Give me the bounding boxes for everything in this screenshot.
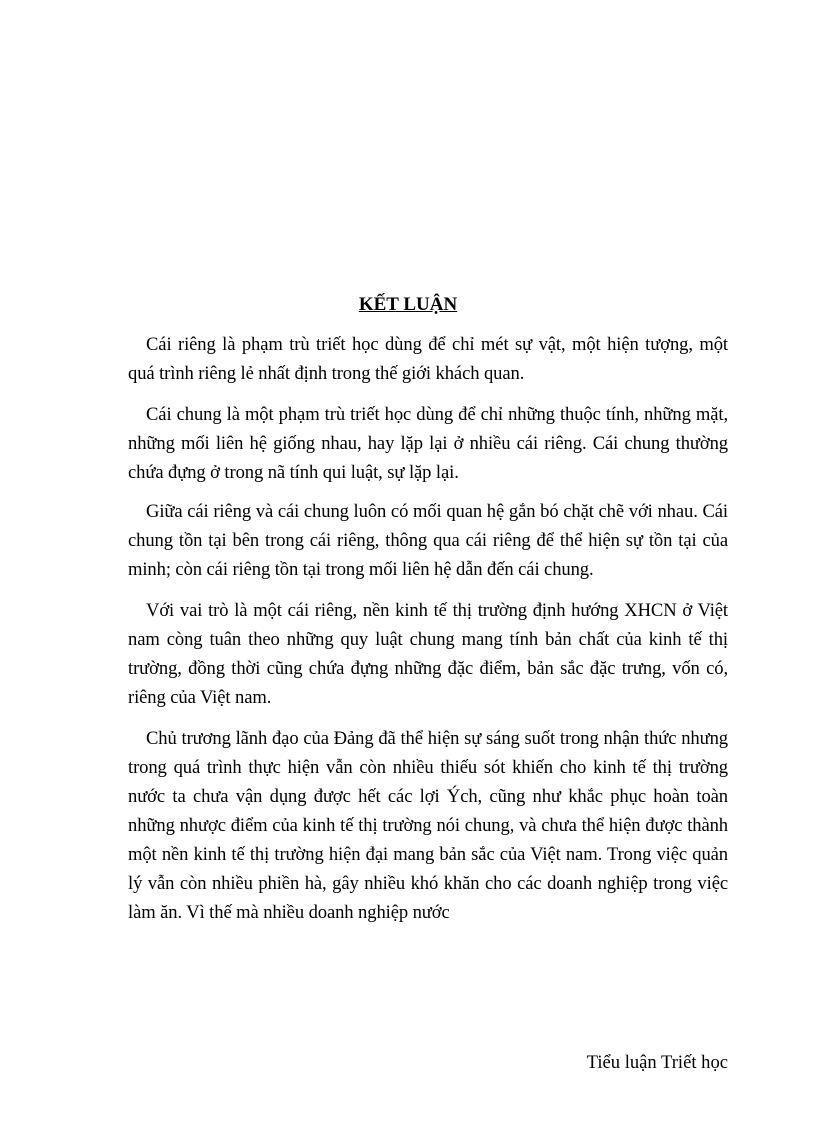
- paragraph-2: Cái chung là một phạm trù triết học dùng để chỉ những thuộc tính, những mặt, những mối liên hệ giống nhau, hay lặp lại ở nhiều cái riêng. Cái chung thường chứa đựng ở trong nã tính qui luật, sự lặp lại.: [128, 404, 728, 483]
- body-text: [128, 330, 728, 937]
- paragraph-4: Với vai trò là một cái riêng, nền kinh tế thị trường định hướng XHCN ở Việt nam còng tuân theo những quy luật chung mang tính bản chất của kinh tế thị trường, đồng thời cũng chứa đựng những đặc điểm, bản sắc đặc trưng, vốn có, riêng của Việt nam.: [128, 600, 728, 708]
- page-title: KẾT LUẬN: [358, 294, 458, 315]
- paragraph-5: Chủ trương lãnh đạo của Đảng đã thể hiện sự sáng suốt trong nhận thức nhưng trong quá trình thực hiện vẫn còn nhiều thiếu sót khiến cho kinh tế thị trường nước ta chưa vận dụng được hết các lợi Ých, cũng như khắc phục hoàn toàn những nhược điểm của kinh tế thị trường nói chung, và chưa thể hiện được thành một nền kinh tế thị trường hiện đại mang bản sắc của Việt nam. Trong việc quản lý vẫn còn nhiều phiền hà, gây nhiều khó khăn cho các doanh nghiệp trong việc làm ăn. Vì thế mà nhiều doanh nghiệp nước: [128, 728, 728, 923]
- paragraph-3: Giữa cái riêng và cái chung luôn có mối quan hệ gắn bó chặt chẽ với nhau. Cái chung tồn tại bên trong cái riêng, thông qua cái riêng để thể hiện sự tồn tại của minh; còn cái riêng tồn tại trong mối liên hệ dẫn đến cái chung.: [128, 501, 728, 580]
- paragraph-1: Cái riêng là phạm trù triết học dùng để chỉ mét sự vật, một hiện tượng, một quá trình riêng lẻ nhất định trong thế giới khách quan.: [128, 334, 728, 384]
- page-footer: Tiểu luận Triết học: [586, 1052, 728, 1073]
